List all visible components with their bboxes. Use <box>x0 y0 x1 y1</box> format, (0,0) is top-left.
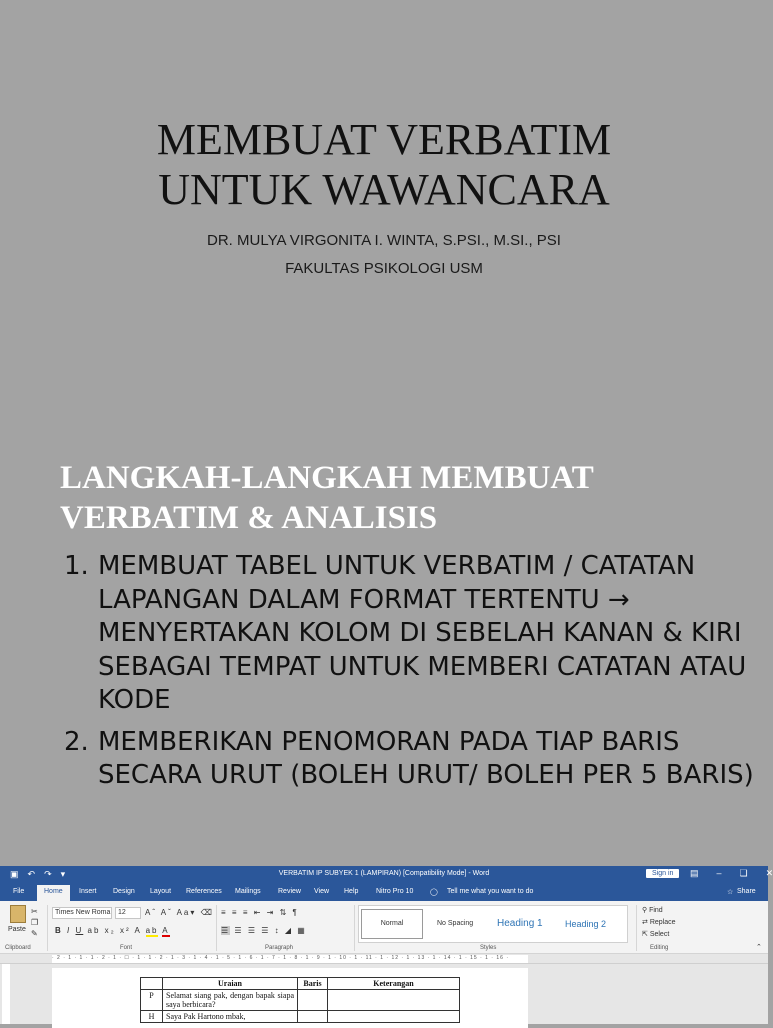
table-cell-code: P <box>141 990 163 1011</box>
share-button[interactable]: Share <box>737 888 756 895</box>
ribbon-display-icon[interactable]: ▤ <box>690 868 699 878</box>
bullets-icon[interactable]: ≡ <box>221 908 228 917</box>
tab-view[interactable]: View <box>314 888 330 895</box>
table-header-cell: Baris <box>298 978 328 990</box>
word-titlebar <box>0 866 773 883</box>
list-item <box>64 550 754 718</box>
lightbulb-icon: ◯ <box>430 889 438 896</box>
ruler-scale: · 2 · 1 · 1 · 1 · 2 · 1 · ☐ · 1 · 1 · 2 · 1 · 3 · 1 · 4 · 1 · 5 · 1 · 6 · 1 · 7 · 1 · 8 · 1 · 9 · 1 · 10 · 1 · 11 · 1 · 12 · 1 · 13 · 1 · 14 · 1 · 15 · 1 · 16 · <box>52 955 528 963</box>
title-slide <box>0 0 768 430</box>
align-right-icon[interactable]: ☰ <box>247 926 257 935</box>
tab-mailings[interactable]: Mailings <box>235 888 261 895</box>
redo-icon[interactable]: ↷ <box>44 869 52 879</box>
list-item-text: MEMBERIKAN PENOMORAN PADA TIAP BARIS SECARA URUT (BOLEH URUT/ BOLEH PER 5 BARIS) <box>98 726 754 790</box>
tell-me-box[interactable]: Tell me what you want to do <box>447 888 534 895</box>
shading-icon[interactable]: ◢ <box>284 926 294 935</box>
table-header-cell <box>141 978 163 990</box>
italic-icon[interactable]: I <box>67 926 72 935</box>
steps-heading-line-1: LANGKAH-LANGKAH MEMBUAT <box>60 460 594 496</box>
document-title: VERBATIM IP SUBYEK 1 (LAMPIRAN) [Compatibility Mode] - Word <box>278 870 490 877</box>
sort-icon[interactable]: ⇅ <box>279 908 289 917</box>
tab-design[interactable]: Design <box>113 888 135 895</box>
copy-icon[interactable]: ❐ <box>31 918 41 927</box>
tab-home[interactable]: Home <box>37 885 70 901</box>
table-row <box>141 990 460 1011</box>
styles-gallery <box>358 905 628 943</box>
highlight-icon[interactable]: ab <box>145 926 159 935</box>
word-window <box>0 866 773 1024</box>
style-no-spacing[interactable]: No Spacing <box>437 920 474 927</box>
replace-button[interactable] <box>642 917 676 929</box>
divider <box>47 905 48 951</box>
sign-in-button[interactable]: Sign in <box>646 869 679 878</box>
table-cell-uraian: Saya Pak Hartono mbak, <box>163 1011 298 1023</box>
tab-help[interactable]: Help <box>344 888 359 895</box>
verbatim-table[interactable] <box>140 977 460 1023</box>
horizontal-ruler[interactable] <box>0 954 768 964</box>
table-header-cell: Keterangan <box>328 978 460 990</box>
title-line-1: MEMBUAT VERBATIM <box>156 115 612 164</box>
tab-insert[interactable]: Insert <box>79 888 97 895</box>
list-item-text: MEMBUAT TABEL UNTUK VERBATIM / CATATAN LAPANGAN DALAM FORMAT TERTENTU → MENYERTAKAN KOLOM DI SEBELAH KANAN & KIRI SEBAGAI TEMPAT UNTUK MEMBERI CATATAN ATAU KODE <box>98 551 747 715</box>
table-cell-keterangan <box>328 990 460 1011</box>
style-heading-2[interactable]: Heading 2 <box>565 919 607 929</box>
text-effects-icon[interactable]: A <box>134 926 142 935</box>
paragraph-align-icons <box>221 926 307 935</box>
bold-icon[interactable]: B <box>55 926 63 935</box>
clipboard-group-label: Clipboard <box>5 945 31 951</box>
list-item <box>64 726 754 793</box>
styles-group-label: Styles <box>480 945 497 951</box>
align-left-icon[interactable]: ☰ <box>221 926 231 935</box>
select-label: Select <box>649 931 670 938</box>
tab-file[interactable]: File <box>13 888 25 895</box>
replace-icon: ⇄ <box>642 919 650 926</box>
steps-list <box>64 550 754 801</box>
subscript-icon[interactable]: x₂ <box>104 926 116 935</box>
divider <box>354 905 355 951</box>
paste-icon[interactable] <box>10 905 26 923</box>
find-button[interactable] <box>642 905 676 917</box>
title-slide-heading <box>0 115 768 215</box>
replace-label: Replace <box>649 919 676 926</box>
document-page[interactable] <box>52 968 528 1028</box>
style-heading-1[interactable]: Heading 1 <box>497 918 543 929</box>
select-icon: ⇱ <box>642 931 650 938</box>
vertical-ruler[interactable] <box>2 964 10 1024</box>
table-cell-code: H <box>141 1011 163 1023</box>
close-icon[interactable]: ✕ <box>765 868 773 878</box>
tab-review[interactable]: Review <box>278 888 301 895</box>
tab-layout[interactable]: Layout <box>150 888 172 895</box>
divider <box>636 905 637 951</box>
line-spacing-icon[interactable]: ↕ <box>274 926 281 935</box>
table-cell-uraian: Selamat siang pak, dengan bapak siapa saya berbicara? <box>163 990 298 1011</box>
table-cell-keterangan <box>328 1011 460 1023</box>
clipboard-icons <box>31 906 40 939</box>
style-normal[interactable]: Normal <box>361 909 423 939</box>
table-header-cell: Uraian <box>163 978 298 990</box>
divider <box>216 905 217 951</box>
decrease-indent-icon[interactable]: ⇤ <box>253 908 263 917</box>
customize-chevron-down-icon[interactable]: ▾ <box>60 869 66 879</box>
author-affiliation: FAKULTAS PSIKOLOGI USM <box>285 260 483 277</box>
table-header-row <box>141 978 460 990</box>
select-button[interactable] <box>642 929 676 941</box>
tab-nitro-pro[interactable]: Nitro Pro 10 <box>376 888 414 895</box>
list-item-number: 1. <box>64 551 89 581</box>
font-size-icons <box>145 908 214 917</box>
table-row <box>141 1011 460 1023</box>
table-cell-baris <box>298 990 328 1011</box>
list-item-number: 2. <box>64 726 89 757</box>
steps-slide-heading <box>60 458 760 538</box>
show-marks-icon[interactable]: ¶ <box>292 908 299 917</box>
editing-group-label: Editing <box>650 945 669 951</box>
borders-icon[interactable]: ▦ <box>297 926 307 935</box>
minimize-icon[interactable]: – <box>716 868 722 878</box>
justify-icon[interactable]: ☰ <box>261 926 271 935</box>
author-name: DR. MULYA VIRGONITA I. WINTA, S.PSI., M.SI., PSI <box>207 232 561 249</box>
search-icon: ⚲ <box>642 907 650 914</box>
font-group-label: Font <box>120 945 133 951</box>
strikethrough-icon[interactable]: ab <box>87 926 101 935</box>
ribbon-tabs <box>0 883 768 901</box>
paste-button[interactable]: Paste <box>8 926 26 933</box>
steps-heading-line-2: VERBATIM & ANALISIS <box>60 500 438 536</box>
font-format-icons <box>55 926 170 935</box>
undo-icon[interactable]: ↶ <box>27 869 36 879</box>
superscript-icon[interactable]: x² <box>119 926 131 935</box>
title-line-2: UNTUK WAWANCARA <box>158 165 610 214</box>
change-case-icon[interactable]: Aa▾ <box>176 908 197 917</box>
increase-indent-icon[interactable]: ⇥ <box>266 908 276 917</box>
save-icon[interactable]: ▣ <box>10 869 19 879</box>
share-icon[interactable]: ☆ <box>727 889 734 896</box>
maximize-icon[interactable]: ❏ <box>739 868 748 878</box>
paragraph-group-label: Paragraph <box>265 945 294 951</box>
shrink-font-icon[interactable]: Aˇ <box>160 908 173 917</box>
collapse-ribbon-icon[interactable]: ⌃ <box>756 944 762 951</box>
grow-font-icon[interactable]: Aˆ <box>145 908 157 917</box>
paragraph-list-icons <box>221 908 299 917</box>
multilevel-list-icon[interactable]: ≡ <box>242 908 250 917</box>
ribbon <box>0 901 768 954</box>
window-controls <box>690 868 773 879</box>
font-name-field[interactable]: Times New Roma <box>52 907 112 919</box>
align-center-icon[interactable]: ☰ <box>234 926 244 935</box>
font-size-field[interactable]: 12 <box>115 907 141 919</box>
document-canvas <box>0 964 768 1024</box>
numbering-icon[interactable]: ≡ <box>231 908 239 917</box>
format-painter-icon[interactable]: ✎ <box>31 929 40 938</box>
font-color-icon[interactable]: A <box>162 926 170 935</box>
editing-group <box>642 905 676 941</box>
tab-references[interactable]: References <box>186 888 222 895</box>
clear-formatting-icon[interactable]: ⌫ <box>200 908 214 917</box>
cut-icon[interactable]: ✂ <box>31 907 40 916</box>
underline-icon[interactable]: U <box>75 926 84 935</box>
table-cell-baris <box>298 1011 328 1023</box>
find-label: Find <box>649 907 663 914</box>
